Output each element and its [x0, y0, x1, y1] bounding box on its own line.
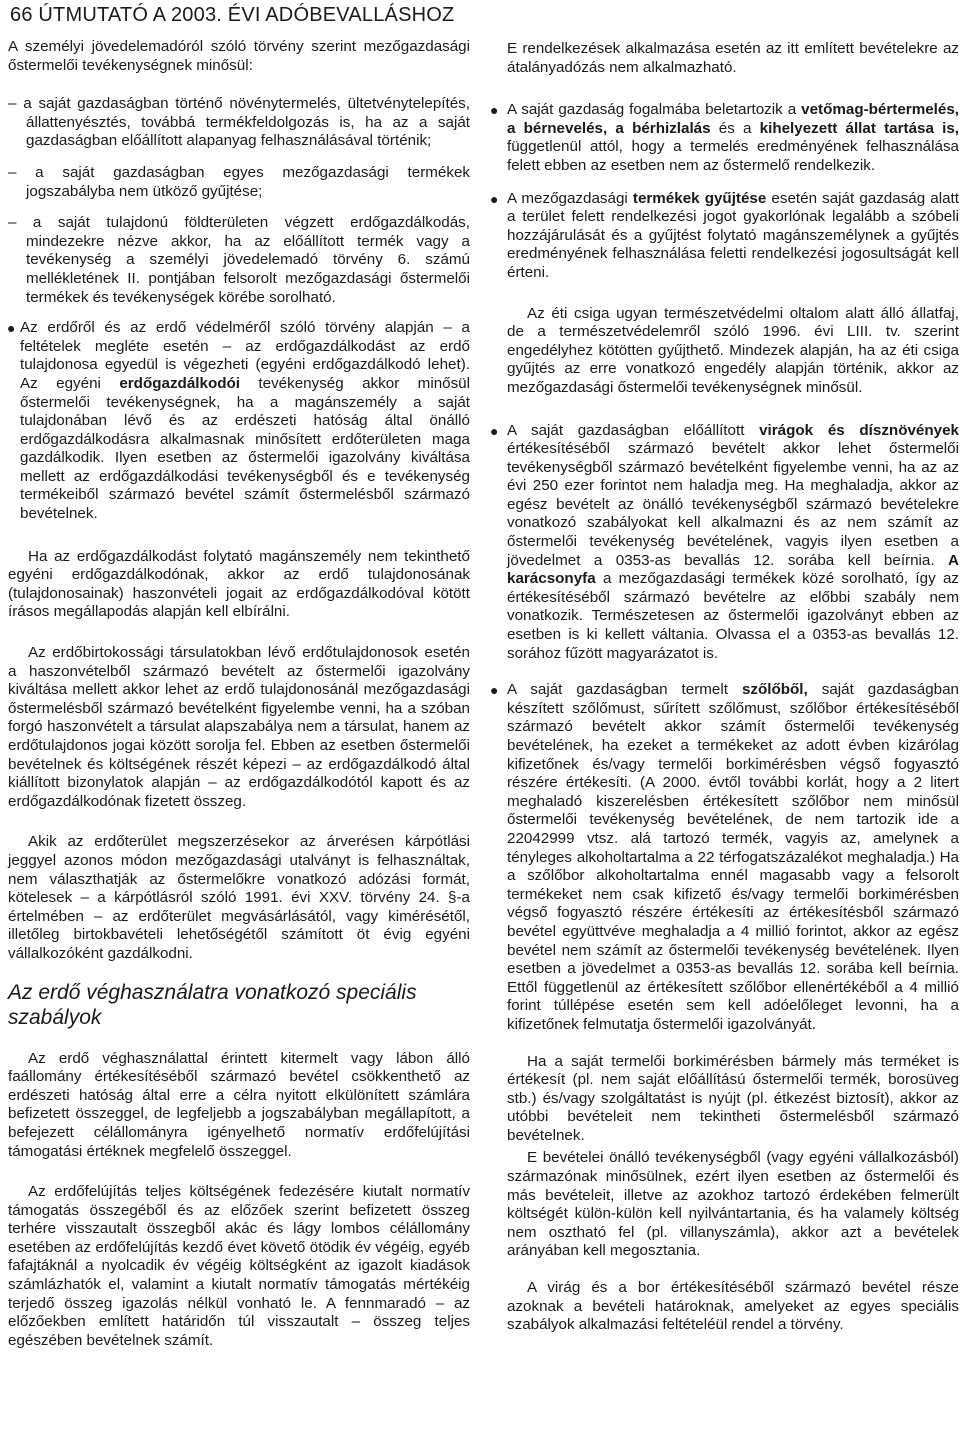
- body-paragraph: Ha az erdőgazdálkodást folytató magánszemély nem tekinthető egyéni erdőgazdálkodónak, akkor az erdő tulajdonosának (tulajdonosainak) haszonvételi jogait az erdőgazdálkodóval kötött írásos megállapodás alapján kell elbírálni.: [8, 547, 470, 621]
- bold-term: kihelyezett állat tartása is,: [759, 119, 959, 137]
- body-paragraph: Ha a saját termelői borkimérésben bármely más terméket is értékesít (pl. nem saját előállítású őstermelői termék, borosüveg stb.) és/vagy szolgáltatást is nyújt (pl. étkezést biztosít), akkor az utóbbi bevételeit nem tekintheti őstermelésből származó bevételnek.: [507, 1052, 959, 1144]
- bold-term: szőlőből,: [741, 681, 808, 699]
- bullet-icon: ●: [490, 102, 499, 119]
- page-header: 66 ÚTMUTATÓ A 2003. ÉVI ADÓBEVALLÁSHOZ: [10, 4, 455, 26]
- bullet-paragraph-erdogazdalkodo: ● Az erdőről és az erdő védelméről szóló törvény alapján – a feltételek megléte esetén – az erdőgazdálkodást az erdő tulajdonosa egyedül is végezheti (egyéni erdőgazdálkodó lehet). Az egyéni erdőgazdálkodói tevékenység akkor minősül őstermelői tevékenységnek, ha a magánszemély a saját tulajdonában lévő és az erdészeti hatóság által önálló erdőgazdálkodásra alkalmasnak minősített erdőterületen maga gazdálkodik. Ilyen esetben az őstermelői igazolvány kiváltása mellett az erdőgazdálkodási tevékenységből és e tevékenység termékeiből származó bevétel számít őstermelésből származó bevételnek.: [7, 319, 471, 523]
- bullet-paragraph-gyujtes: ● A mezőgazdasági termékek gyűjtése esetén saját gazdaság alatt a terület felett rendelkezési jogot gyakorlónak legalább a szóbeli hozzájárulását és a gyűjtést folytató magánszemélynek a gyűjtés eredményének felhasználása feletti rendelkezési jogosultságát kell érteni.: [490, 189, 959, 281]
- bullet-paragraph-viragok: ● A saját gazdaságban előállított virágok és dísznövények értékesítéséből származó bevételt akkor lehet őstermelői tevékenységből származó bevételként figyelembe venni, ha az az évi 250 ezer forintot nem haladja meg. Ha meghaladja, akkor az egész bevételt az önálló tevékenységből származó bevételekre vonatkozó szabályokat kell alkalmazni és az nem számít az őstermelői tevékenység bevételének, vagyis ilyen esetben a jövedelmet a 0353-as bevallás 12. sorába kell beírnia. A karácsonyfa a mezőgazdasági termékek közé sorolható, így az értékesítéséből származó bevételre az előbbi szabály nem vonatkozik. Természetesen az őstermelői igazolványt ebben az esetben is ki kellett váltania. Olvassa el a 0353-as bevallás 12. sorához fűzött magyarázatot is.: [490, 421, 959, 662]
- body-paragraph: A virág és a bor értékesítéséből származó bevétel része azoknak a bevételi határoknak, amelyeket az egyes speciális szabályok alkalmazási feltételéül rendel a törvény.: [507, 1279, 959, 1334]
- body-paragraph: Az éti csiga ugyan természetvédelmi oltalom alatt álló állatfaj, de a természetvédelemről szóló 1996. évi LIII. tv. szerint engedélyhez kötötten gyűjthető. Mindezek alapján, ha az éti csiga gyűjtés az erre vonatkozó engedély alapján történik, akkor az mezőgazdasági őstermelői tevékenységnek minősül.: [507, 304, 959, 396]
- body-paragraph: Az erdőbirtokossági társulatokban lévő erdőtulajdonosok esetén a haszonvételből származó bevételt az őstermelői igazolvány kiváltása mellett akkor lehet az erdő tulajdonosánál mezőgazdasági őstermelésből származó bevételként figyelembe venni, ha a szóban forgó haszonvételt a társulat alapszabálya nem a társulat, hanem az erdőtulajdonos jogai között sorolja fel. Ebben az esetben őstermelői bevételnek és költségének részét képezi – az erdőgazdálkodó által kiállított bizonylatok alapján – az erdőgazdálkodótól kapott és az erdőgazdálkodónak fizetett összeg.: [8, 644, 470, 810]
- bold-term: termékek gyűjtése: [632, 189, 767, 207]
- list-item: – a saját gazdaságban egyes mezőgazdasági termékek jogszabályba nem ütköző gyűjtése;: [8, 163, 470, 200]
- bullet-icon: ●: [490, 682, 499, 699]
- body-paragraph: Akik az erdőterület megszerzésekor az árverésen kárpótlási jeggyel azonos módon mezőgazdasági utalványt is felhasználtak, nem választhatják az őstermelőkre vonatkozó adózási formát, kötelesek – a kárpótlásról szóló 1991. évi XXV. törvény 24. §-a értelmében – az erdőterület megvásárlásától, vagy kimérésétől, illetőleg birtokbavételi lehetőségétől számított öt évig egyéni vállalkozóként gazdálkodni.: [8, 833, 470, 962]
- list-item: – a saját gazdaságban történő növénytermelés, ültetvénytelepítés, állattenyésztés, továbbá termékfeldolgozás is, ha az a saját gazdaságban előállított alapanyag felhasználásával történik;: [8, 95, 470, 150]
- bold-term: virágok és dísznövények: [759, 421, 959, 439]
- bullet-paragraph-sajat-gazdasag: ● A saját gazdaság fogalmába beletartozik a vetőmag-bértermelés, a bérnevelés, a bérhizlalás és a kihelyezett állat tartása is, függetlenül attól, hogy a termelés eredményének felhasználása felett ebben az esetben nem az őstermelő rendelkezik.: [490, 101, 959, 174]
- body-paragraph: E bevételei önálló tevékenységből (vagy egyéni vállalkozásból) származónak minősülnek, ezért ilyen esetben az őstermelői és más bevételeit, illetve az azokhoz tartozó érdekében felmerült költségét külön-külön kell nyilvántartania, és ha valamely költség nem osztható fel (pl. villanyszámla), akkor azt a bevételek arányában kell megosztania.: [507, 1149, 959, 1260]
- right-column: [490, 40, 960, 1357]
- body-paragraph: E rendelkezések alkalmazása esetén az itt említett bevételekre az átalányadózás nem alkalmazható.: [507, 40, 959, 76]
- bold-term: erdőgazdálkodói: [119, 374, 240, 392]
- body-paragraph: Az erdő véghasználattal érintett kitermelt vagy lábon álló faállomány értékesítéséből származó bevétel csökkenthető az erdészeti hatóság által erre a célra nyitott elkülönített számlára befizetett összeggel, de legfeljebb a jogszabályban megállapított, a befejezett célállományra igényelhető normatív erdőfelújítási támogatási értéknek megfelelő összeggel.: [8, 1049, 470, 1160]
- bullet-icon: ●: [490, 190, 499, 207]
- bold-term: A karácsonyfa: [507, 551, 959, 588]
- list-item: – a saját tulajdonú földterületen végzett erdőgazdálkodás, mindezekre nézve akkor, ha az előállított termék vagy a tevékenység a személyi jövedelemadó törvény 6. számú mellékletének II. pontjában felsorolt mezőgazdasági őstermelői termékek és tevékenységek körébe sorolható.: [8, 214, 470, 306]
- body-paragraph: Az erdőfelújítás teljes költségének fedezésére kiutalt normatív támogatás összegéből és az előzőek szerint befizetett összeg terhére visszautalt összegből akác és lágy lombos célállomány esetében az erdőfelújítás kezdő évet követő ötödik év végéig, egyéb fafajtáknál a nyolcadik év végéig költségként az igazolt kiadások számlázhatók el, valamint a kiutalt normatív támogatás mértékéig terjedő összeg igazolás nélkül vonható le. A fennmaradó – az előzőekben említett határidőn túl visszautalt – összeg teljes egészében bevételnek számít.: [8, 1183, 470, 1349]
- section-heading: Az erdő véghasználatra vonatkozó speciális szabályok: [8, 980, 417, 1029]
- bullet-icon: ●: [490, 422, 499, 439]
- bullet-paragraph-szolo: ● A saját gazdaságban termelt szőlőből, saját gazdaságban készített szőlőmust, sűrített szőlőmust, szőlőbor értékesítéséből származó bevételt akkor számít őstermelői tevékenység bevételének, ha ezeket a termékeket az adott évben kizárólag kifizetőnek és/vagy termelői borkimérésben végső fogyasztó részére értékesíti. (A 2000. évtől további korlát, hogy a 2 litert meghaladó kiszerelésben értékesített szőlőbor nem minősül őstermelői tevékenység bevételének, de nem tartozik ide a 22042999 vtsz. alá tartozó termék, vagyis az, amelynek a tényleges alkoholtartalma a 22 térfogatszázalékot meghaladja.) Ha a szőlőbor alkoholtartalma ennél magasabb vagy a felsorolt termékeket nem csak kifizető és/vagy termelői borkimérésben végső fogyasztó részére értékesíti az értékesítésből származó bevétel együttvéve meghaladja a 4 millió forintot, akkor az egész bevétel nem számít az őstermelői tevékenység bevételének. Ilyen esetben a jövedelmet a 0353-as bevallás 12. sorába kell beírnia. Ettől függetlenül az értékesített szőlőbor ellenértékéből a 4 millió forint túllépése esetén sem kell adóelőleget levonni, ha a kifizetőnek felmutatja őstermelői igazolványát.: [490, 681, 960, 1033]
- intro-paragraph: A személyi jövedelemadóról szóló törvény szerint mezőgazdasági őstermelői tevékenységnek minősül:: [8, 38, 470, 74]
- left-column: [8, 38, 470, 1372]
- bold-term: vetőmag-bértermelés, a bérnevelés, a bérhizlalás: [507, 101, 959, 137]
- bullet-icon: ●: [7, 320, 16, 337]
